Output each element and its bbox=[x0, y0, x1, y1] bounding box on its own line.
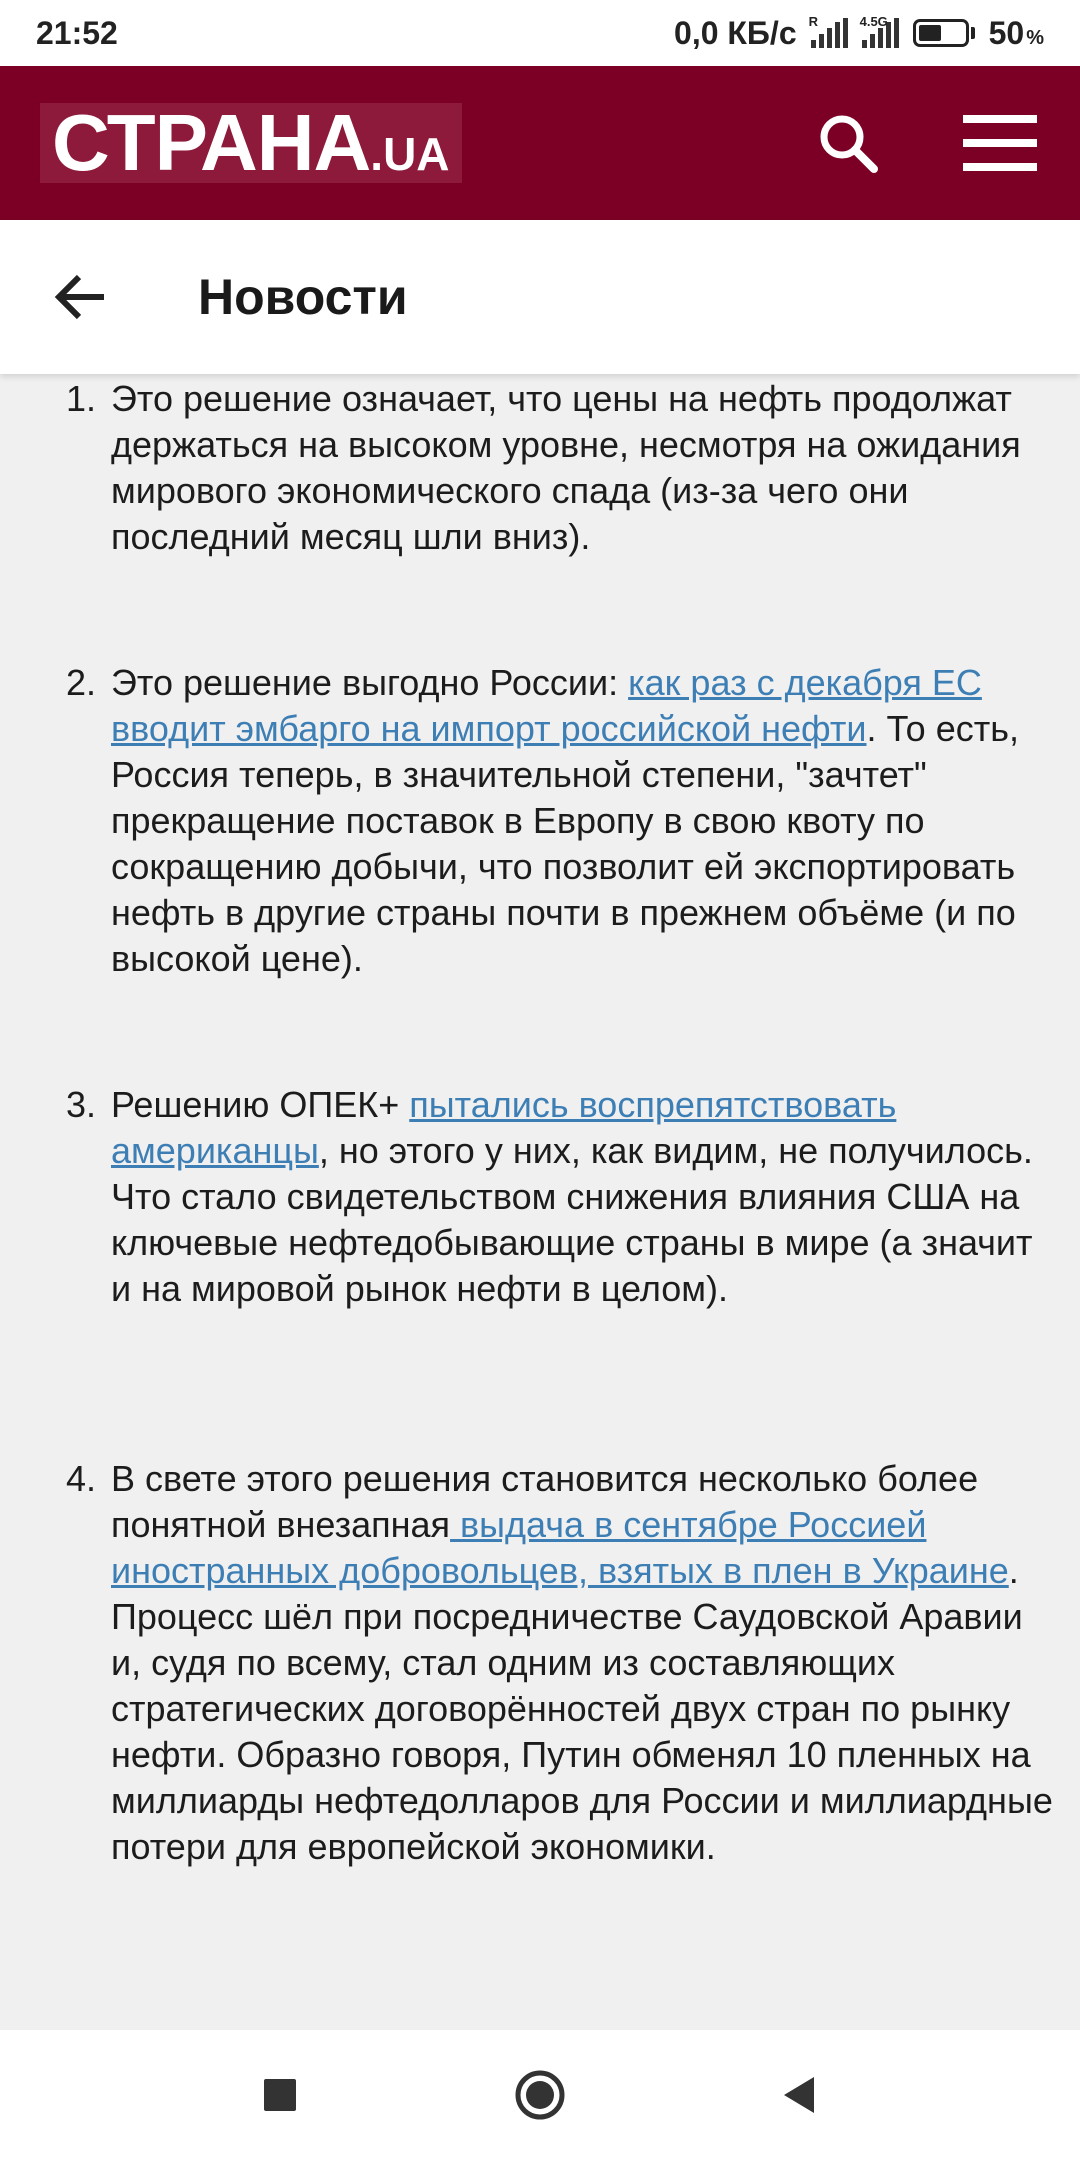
list-item-2 bbox=[66, 660, 1056, 982]
list-text: Это решение выгодно России: как раз с декабря ЕС вводит эмбарго на импорт российской нефти. То есть, Россия теперь, в значительной степени, "зачтет" прекращение поставок в Европу в свою квоту по сокращению добычи, что позволит ей экспортировать нефть в другие страны почти в прежнем объёме (и по высокой цене). bbox=[111, 662, 1019, 979]
status-indicators bbox=[674, 15, 1044, 52]
signal-1-icon bbox=[808, 14, 848, 48]
battery-icon bbox=[913, 19, 975, 47]
arrow-left-icon bbox=[54, 274, 106, 320]
list-text: Решению ОПЕК+ пытались воспрепятствовать американцы, но этого у них, как видим, не получилось. Что стало свидетельством снижения влияния США на ключевые нефтедобывающие страны в мире (а значит и на мировой рынок нефти в целом). bbox=[111, 1084, 1033, 1309]
list-number: 2. bbox=[66, 662, 97, 703]
menu-button[interactable] bbox=[960, 103, 1040, 183]
header-actions bbox=[808, 103, 1040, 183]
battery-percent: 50 % bbox=[988, 14, 1044, 51]
home-button[interactable] bbox=[510, 2065, 570, 2125]
list-text: В свете этого решения становится несколько более понятной внезапная выдача в сентябре Россией иностранных добровольцев, взятых в плен в Украине. Процесс шёл при посредничестве Саудовской Аравии и, судя по всему, стал одним из составляющих стратегических договорённостей двух стран по рынку нефти. Образно говоря, Путин обменял 10 пленных на миллиарды нефтедолларов для России и миллиардные потери для европейской экономики. bbox=[111, 1458, 1053, 1867]
back-button[interactable] bbox=[40, 257, 120, 337]
list-item-3 bbox=[66, 1082, 1056, 1312]
network-type-tag: 4.5G bbox=[859, 14, 888, 29]
brand-header bbox=[0, 66, 1080, 220]
list-item-4 bbox=[66, 1456, 1056, 1870]
list-item-1 bbox=[66, 376, 1056, 560]
status-bar bbox=[0, 0, 1080, 66]
signal-2-icon bbox=[859, 14, 899, 48]
list-number: 1. bbox=[66, 378, 97, 419]
back-nav-button[interactable] bbox=[770, 2065, 830, 2125]
network-speed: 0,0 КБ/с bbox=[674, 14, 797, 51]
square-icon bbox=[262, 2077, 298, 2113]
system-navigation-bar bbox=[0, 2030, 1080, 2160]
battery-fill bbox=[919, 25, 941, 41]
site-logo[interactable] bbox=[40, 98, 462, 187]
logo-suffix: .UA bbox=[370, 128, 450, 180]
triangle-back-icon bbox=[780, 2075, 820, 2115]
status-time: 21:52 bbox=[36, 14, 118, 51]
americans-link[interactable]: пытались воспрепятствовать американцы bbox=[111, 1084, 897, 1171]
search-button[interactable] bbox=[808, 103, 888, 183]
list-number: 4. bbox=[66, 1458, 97, 1499]
circle-icon bbox=[514, 2069, 566, 2121]
list-number: 3. bbox=[66, 1084, 97, 1125]
embargo-link[interactable]: как раз с декабря ЕС вводит эмбарго на импорт российской нефти bbox=[111, 662, 982, 749]
roaming-tag: R bbox=[808, 14, 818, 29]
logo-main: СТРАНА bbox=[52, 98, 371, 187]
recents-button[interactable] bbox=[250, 2065, 310, 2125]
section-nav-bar bbox=[0, 220, 1080, 374]
search-icon bbox=[816, 111, 880, 175]
prisoner-exchange-link[interactable]: выдача в сентябре Россией иностранных добровольцев, взятых в плен в Украине bbox=[111, 1504, 1009, 1591]
list-text: Это решение означает, что цены на нефть продолжат держаться на высоком уровне, несмотря на ожидания мирового экономического спада (из-за чего они последний месяц шли вниз). bbox=[111, 378, 1021, 557]
menu-icon bbox=[963, 113, 1037, 173]
section-title: Новости bbox=[198, 269, 408, 325]
